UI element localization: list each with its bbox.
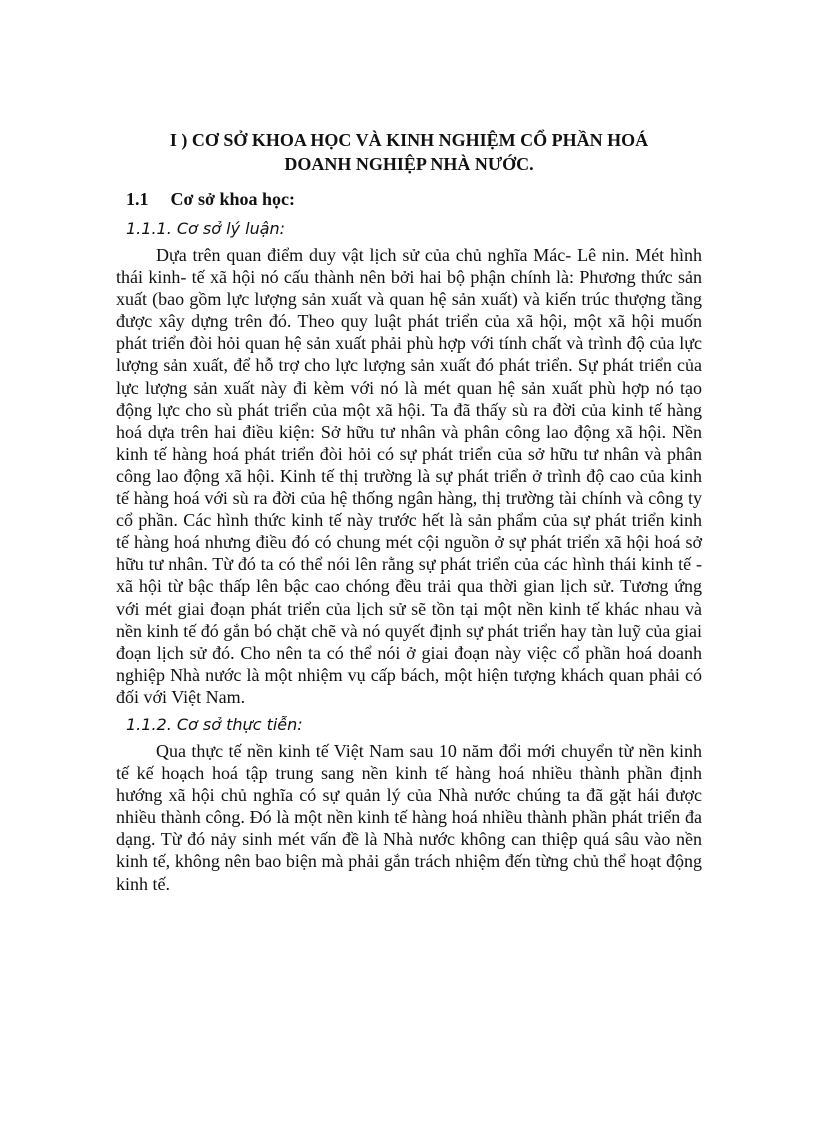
paragraph-theory: Dựa trên quan điểm duy vật lịch sử của chủ nghĩa Mác- Lê nin. Mét hình thái kinh- tế xã hội nó cấu thành nên bởi hai bộ phận chính là: Phương thức sản xuất (bao gồm lực lượng sản xuất và quan hệ sản xuất) và kiến trúc thượng tầng được xây dựng trên đó. Theo quy luật phát triển của xã hội, một xã hội muốn phát triển đòi hỏi quan hệ sản xuất phải phù hợp với tính chất và trình độ của lực lượng sản xuất, để hỗ trợ cho lực lượng sản xuất đó phát triển. Sự phát triển của lực lượng sản xuất này đi kèm với nó là mét quan hệ sản xuất phù hợp nó tạo động lực cho sù phát triển của một xã hội. Ta đã thấy sù ra đời của kinh tế hàng hoá dựa trên hai điều kiện: Sở hữu tư nhân và phân công lao động xã hội. Nền kinh tế hàng hoá phát triển đòi hỏi có sự phát triển của sở hữu tư nhân và phân công lao động xã hội. Kinh tế thị trường là sự phát triển ở trình độ cao của kinh tế hàng hoá với sù ra đời của hệ thống ngân hàng, thị trường tài chính và công ty cổ phần. Các hình thức kinh tế này trước hết là sản phẩm của sự phát triển kinh tế hàng hoá nhưng điều đó có chung mét cội nguồn ở sự phát triển xã hội hoá sở hữu tư nhân. Từ đó ta có thể nói lên rằng sự phát triển của các hình thái kinh tế - xã hội từ bậc thấp lên bậc cao chóng đều trải qua thời gian lịch sử. Tương ứng với mét giai đoạn phát triển của lịch sử sẽ tồn tại một nền kinh tế khác nhau và nền kinh tế đó gắn bó chặt chẽ và nó quyết định sự phát triển hay tàn luỹ của giai đoạn lịch sử đó. Cho nên ta có thể nói ở giai đoạn này việc cổ phần hoá doanh nghiệp Nhà nước là một nhiệm vụ cấp bách, một hiện tượng khách quan phải có đối với Việt Nam. <box>116 245 702 707</box>
subsection-heading-practice: 1.1.2. Cơ sở thực tiễn: <box>126 714 303 734</box>
paragraph-practice: Qua thực tế nền kinh tế Việt Nam sau 10 năm đổi mới chuyển từ nền kinh tế kế hoạch hoá tập trung sang nền kinh tế hàng hoá nhiều thành phần định hướng xã hội chủ nghĩa có sự quản lý của Nhà nước chúng ta đã gặt hái được nhiều thành công. Đó là một nền kinh tế hàng hoá nhiều thành phần phát triển đa dạng. Từ đó nảy sinh mét vấn đề là Nhà nước không can thiệp quá sâu vào nền kinh tế, không nên bao biện mà phải gắn trách nhiệm đến từng chủ thể hoạt động kinh tế. <box>116 740 702 894</box>
section-number: 1.1 <box>126 189 149 209</box>
section-label: Cơ sở khoa học: <box>170 189 295 209</box>
document-title <box>116 128 702 176</box>
title-line-1: I ) CƠ SỞ KHOA HỌC VÀ KINH NGHIỆM CỔ PHẦN HOÁ <box>169 130 649 150</box>
document-page <box>116 128 702 895</box>
title-line-2: DOANH NGHIỆP NHÀ NƯỚC. <box>284 154 534 174</box>
section-heading <box>126 186 702 212</box>
subsection-heading-theory: 1.1.1. Cơ sở lý luận: <box>126 219 286 238</box>
